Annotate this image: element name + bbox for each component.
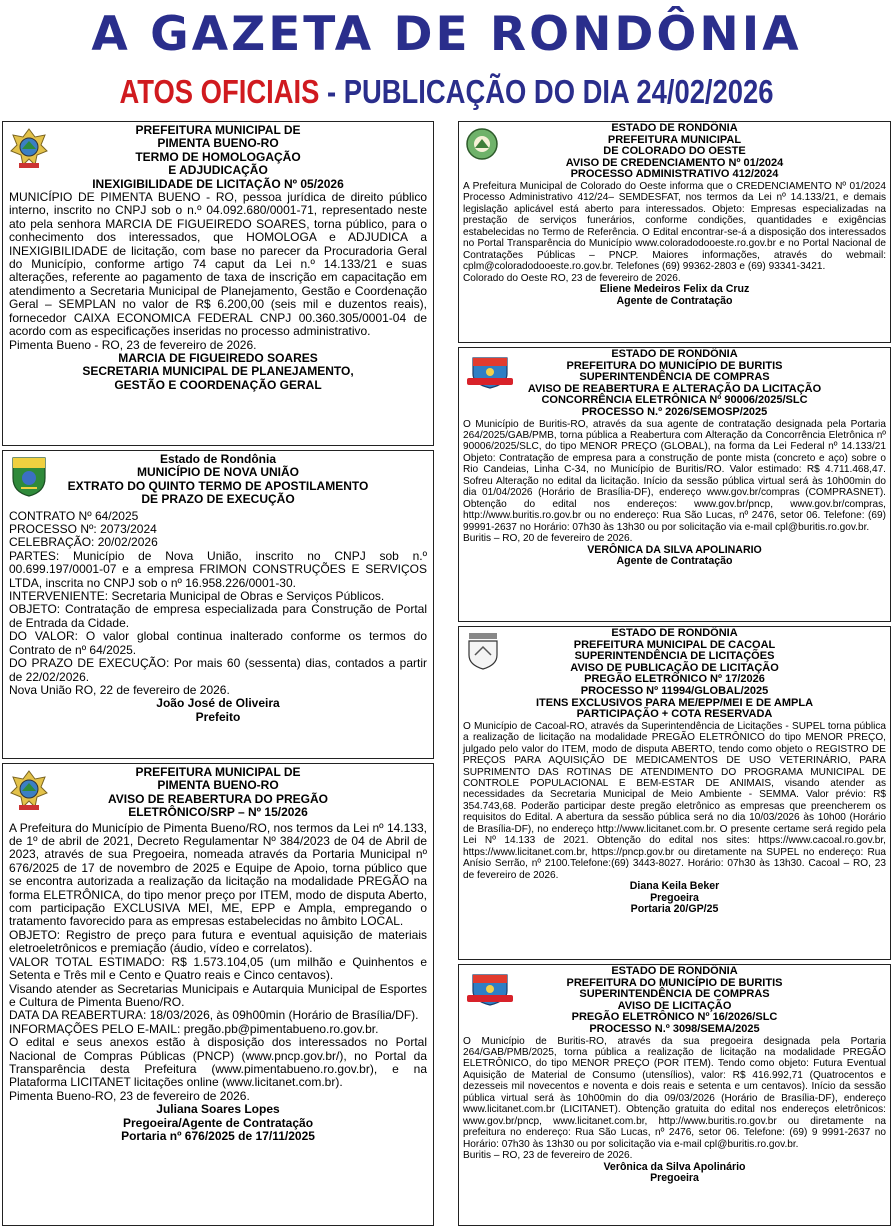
header-line: PREGÃO ELETRÔNICO Nº 16/2026/SLC	[571, 1011, 778, 1024]
pimenta-bueno-crest-icon	[9, 127, 49, 171]
header-line: PREFEITURA MUNICIPAL DE CACOAL	[573, 638, 776, 651]
body-paragraph: OBJETO: Contratação de empresa especializada para Construção de Portal de Entrada da Cidade.	[9, 602, 427, 630]
body-paragraph: INTERVENIENTE: Secretaria Municipal de Obras e Serviços Públicos.	[9, 589, 385, 604]
header-line: SUPERINTENDÊNCIA DE LICITAÇÕES	[574, 650, 775, 663]
body-paragraph: CELEBRAÇÃO: 20/02/2026	[9, 535, 158, 550]
header-line: DE COLORADO DO OESTE	[603, 145, 746, 158]
signature-line: VERÔNICA DA SILVA APOLINARIO	[587, 543, 762, 556]
masthead	[0, 0, 893, 118]
nova-uniao-crest-icon	[9, 454, 49, 498]
notice-header	[9, 766, 427, 820]
body-paragraph: VALOR TOTAL ESTIMADO: R$ 1.573.104,05 (um milhão e Quinhentos e Setenta e Três mil e Cento e Quatro reais e Cinco centavos).	[9, 954, 427, 983]
header-line: ITENS EXCLUSIVOS PARA ME/EPP/MEI E DE AMPLA	[535, 696, 814, 709]
body-paragraph: O Município de Cacoal-RO, através da Superintendência de Licitações - SUPEL torna pública a realização de licitação na modalidade PREGÃO ELETRÔNICO do tipo MENOR PREÇO, julgado pelo valor do ITEM, modo de disputa ABERTO, tendo como objeto o REGISTRO DE PREÇOS PARA AQUISIÇÃO DE MEDICAMENTOS DE USO VETERINÁRIO, PARA SUPRIMENTO DAS ROTINAS DE ATENDIMENTO DO PROGRAMA MUNICIPAL DE CONTROLE POPULACIONAL E BEM-ESTAR DE ANIMAIS, visando atender as necessidades da Secretaria Municipal de Meio Ambiente - SEMMA. Valor prévio: R$ 354.743,68. Poderão participar deste pregão eletrônico as empresas que preencherem os requisitos do Edital. A abertura da sessão pública será no dia 10/03/2026 às 10h00 (Horário de Brasília-DF), no endereço http://www.licitanet.com.br. O presente certame será regido pela Lei Nº 14.133 de 2021. Obtenção do edital nos sites: https://www.cacoal.ro.gov.br, https://www.licitanet.com.br, https://pncp.gov.br ou diretamente na SUPEL no endereço: Rua Anísio Serrão, nº 2100.Telefone:(69) 3443-8027. Horário: 07h30 às 13h30. Cacoal – RO, 23 de fevereiro de 2026.	[463, 720, 886, 881]
header-line: DE PRAZO DE EXECUÇÃO	[141, 492, 295, 507]
notice-body	[9, 191, 427, 352]
signature-line: Agente de Contratação	[616, 555, 733, 568]
header-line: PREFEITURA DO MUNICÍPIO DE BURITIS	[566, 976, 783, 989]
header-line: Estado de Rondônia	[159, 452, 276, 466]
buritis-crest-icon	[465, 352, 515, 392]
signature-line: Portaria nº 676/2025 de 17/11/2025	[121, 1128, 315, 1143]
header-line: PREFEITURA DO MUNICÍPIO DE BURITIS	[566, 359, 783, 372]
notice-body	[463, 419, 886, 545]
notice-buritis-reabertura	[458, 347, 891, 622]
header-line: PARTICIPAÇÃO + COTA RESERVADA	[576, 708, 773, 721]
subtitle-separator: -	[319, 73, 344, 110]
header-line: E ADJUDICAÇÃO	[168, 163, 268, 178]
notice-body	[463, 721, 886, 881]
header-line: CONCORRÊNCIA ELETRÔNICA Nº 90006/2025/SLC	[541, 394, 808, 407]
section-label: ATOS OFICIAIS	[119, 73, 320, 110]
signature-line: Agente de Contratação	[616, 294, 733, 307]
signature-line: Prefeito	[195, 709, 241, 724]
colorado-do-oeste-crest-icon	[465, 127, 499, 161]
notice-header	[463, 966, 886, 1036]
header-line: ESTADO DE RONDÔNIA	[611, 122, 738, 134]
header-line: SUPERINTENDÊNCIA DE COMPRAS	[579, 371, 770, 384]
notice-pimenta-bueno-pregao	[2, 763, 434, 1226]
signature-line: Eliene Medeiros Felix da Cruz	[599, 283, 750, 296]
body-paragraph: INFORMAÇÕES PELO E-MAIL: pregão.pb@pimentabueno.ro.gov.br.	[9, 1021, 379, 1036]
header-line: ESTADO DE RONDÔNIA	[611, 627, 738, 639]
signature-line: Diana Keila Beker	[629, 880, 720, 893]
signature-line: Pregoeira	[650, 891, 699, 904]
body-paragraph: Pimenta Bueno - RO, 23 de fevereiro de 2026.	[9, 337, 257, 352]
header-line: AVISO DE REABERTURA DO PREGÃO	[107, 791, 329, 806]
signature-line: Pregoeira	[650, 1172, 699, 1185]
notice-buritis-aviso-licitacao	[458, 964, 891, 1226]
body-paragraph: Visando atender as Secretarias Municipais e Autarquia Municipal de Esportes e Cultura de Pimenta Bueno/RO.	[9, 981, 427, 1009]
body-paragraph: O Município de Buritis-RO, através da sua agente de contratação designada pela Portaria 264/2025/GAB/PMB, torna pública a Reabertura com Alteração da Concorrência Eletrônica nº 90006/2025/SLC, do tipo MENOR PREÇO (GLOBAL), na forma da Lei Federal nº 14.133/21 Objeto: Contratação de empresa para a construção de ponte mista (concreto e aço) sobre o Rio Candeias, Linha C-34, no Município de Buritis/RO. Valor estimado: R$ 4.711.468,47. Sofreu Alteração no edital da licitação. Início da sessão pública virtual será às 10h00min do dia 01/04/2026 (Horário de Brasília-DF), endereço www.gov.br/compras (COMPRASNET). Obtenção do edital nos endereços: www.gov.br/pncp, www.gov.br/compras, http://www.buritis.ro.gov.br ou no endereço: Rua São Lucas, nº 2476, setor 06. Telefone: (69) 99991-2637 no Horário: 07h30 às 13h30 ou por solicitação via e-mail cpl@buritis.ro.gov.br.	[463, 418, 886, 533]
notice-signature	[463, 881, 886, 916]
header-line: AVISO DE CREDENCIAMENTO Nº 01/2024	[565, 156, 784, 169]
body-paragraph: Pimenta Bueno-RO, 23 de fevereiro de 2026.	[9, 1088, 250, 1103]
signature-line: SECRETARIA MUNICIPAL DE PLANEJAMENTO,	[82, 364, 354, 379]
publication-date: PUBLICAÇÃO DO DIA 24/02/2026	[343, 73, 774, 110]
header-line: EXTRATO DO QUINTO TERMO DE APOSTILAMENTO	[67, 478, 369, 493]
notice-header	[463, 123, 886, 181]
header-line: AVISO DE LICITAÇÃO	[617, 999, 732, 1012]
notice-header	[9, 124, 427, 191]
header-line: ESTADO DE RONDÔNIA	[611, 348, 738, 360]
body-paragraph: DATA DA REABERTURA: 18/03/2026, às 09h00min (Horário de Brasília/DF).	[9, 1008, 419, 1023]
body-paragraph: O edital e seus anexos estão à disposição dos interessados no Portal Nacional de Compras Públicas (PNCP) (www.pncp.gov.br/), no Portal da Transparência desta Prefeitura (www.pimentabueno.ro.gov.br), e na Plataforma LICITANET licitações online (www.licitanet.com.br).	[9, 1035, 427, 1090]
notice-body	[9, 822, 427, 1104]
header-line: PREGÃO ELETRÔNICO Nº 17/2026	[584, 673, 765, 686]
notice-signature	[9, 352, 427, 392]
body-paragraph: A Prefeitura Municipal de Colorado do Oeste informa que o CREDENCIAMENTO Nº 01/2024 Processo Administrativo 412/24– SEMDESFAT, nos termos da Lei nº 14.133/21, e demais legislação aplicável está aberto para interessados. Objeto: Empresas especializadas na prestação de serviços funerários, conforme condições, quantidades e exigências estabelecidas no Termo de Referência. O Edital encontrar-se-á a disposição dos interessados no Portal Transparência do Município www.coloradodooeste.ro.gov.br e no Portal Nacional de Contratações Públicas – PNCP. Maiores informações, através do webmail: cplm@coloradodooeste.ro.gov.br. Telefones (69) 99362-2803 e (69) 93341-3421.	[463, 180, 886, 273]
signature-line: Pregoeira/Agente de Contratação	[122, 1115, 314, 1130]
body-paragraph: DO VALOR: O valor global continua inalterado conforme os termos do Contrato de nº 64/2025.	[9, 629, 427, 657]
body-paragraph: A Prefeitura do Município de Pimenta Bueno/RO, nos termos da Lei nº 14.133, de 1º de abril de 2021, Decreto Regulamentar Nº 384/2023 de 04 de Abril de 2023, através de sua Pregoeira, nomeada através da Portaria Municipal nº 676/2025 de 17 de novembro de 2025 e Equipe de Apoio, torna público que se encontra autorizada a realização da licitação na modalidade PREGÃO na forma ELETRÔNICA, do tipo menor preço por ITEM, modo de disputa Aberto, com participação EXCLUSIVA MEI, ME, EPP e Ampla, empregando o tratamento favorecido para as empresas estabelecidas no âmbito LOCAL.	[9, 820, 427, 929]
header-line: SUPERINTENDÊNCIA DE COMPRAS	[579, 988, 770, 1001]
body-paragraph: Buritis – RO, 20 de fevereiro de 2026.	[463, 533, 633, 545]
signature-line: João José de Oliveira	[156, 696, 280, 711]
body-paragraph: CONTRATO Nº 64/2025	[9, 508, 139, 523]
notice-signature	[9, 697, 427, 724]
signature-line: GESTÃO E COORDENAÇÃO GERAL	[114, 377, 322, 392]
signature-line: Portaria 20/GP/25	[630, 903, 719, 916]
body-paragraph: Nova União RO, 22 de fevereiro de 2026.	[9, 682, 230, 697]
body-paragraph: Colorado do Oeste RO, 23 de fevereiro de 2026.	[463, 272, 681, 284]
body-paragraph: PROCESSO Nº: 2073/2024	[9, 522, 157, 537]
signature-line: MARCIA DE FIGUEIREDO SOARES	[118, 350, 318, 365]
notice-body	[9, 510, 427, 698]
header-line: PREFEITURA MUNICIPAL DE	[135, 765, 301, 779]
body-paragraph: MUNICÍPIO DE PIMENTA BUENO - RO, pessoa jurídica de direito público interno, inscrito no CNPJ sob o n.º 04.092.680/0001-71, representado neste ato pela senhora MARCIA DE FIGUEIREDO SOARES, torna público, para o conhecimento dos interessados, que HOMOLOGA e ADJUDICA a INEXIGIBILIDADE de licitação, com base no parecer da Procuradoria Geral do Município, conforme artigo 74 caput da Lei n.º 14.133/21 e suas alterações, referente ao pagamento de taxa de inscrição em capacitação em atendimento a Secretaria Municipal de Planejamento, Gestão e Coordenação Geral – SEMPLAN no valor de R$ 6.200,00 (seis mil e duzentos reais), fornecedor CAIXA ECONOMICA FEDERAL CNPJ 00.360.305/0001-04 de acordo com as especificações inseridas no processo administrativo.	[9, 190, 427, 339]
newspaper-title: A GAZETA DE RONDÔNIA	[91, 7, 802, 62]
body-paragraph: O Município de Buritis-RO, através da sua pregoeira designada pela Portaria 264/GAB/PMB/2025, torna pública a realização de licitação na modalidade PREGÃO ELETRÔNICO, do tipo MENOR PREÇO (POR ITEM). Tendo como objeto: Futura Eventual Aquisição de Material de Consumo (utensílios), valor: R$ 416.992,71 (Quatrocentos e dezesseis mil novecentos e noventa e dois reais e setenta e um centavos). Início da sessão pública virtual será às 10h00min do dia 09/03/2026 (Horário de Brasília-DF), endereço www.licitanet.com.br (LICITANET). Obtenção gratuita do edital nos endereços eletrônicos: www.gov.br/pncp, www.licitanet.com.br, http://www.buritis.ro.gov.br ou diretamente na prefeitura no endereço: Rua São Lucas, nº 2476, setor 06. Telefone: (69) 9 9991-2637 no Horário: 07h30 às 13h30 ou por solicitação via e-mail cpl@buritis.ro.gov.br.	[463, 1035, 886, 1150]
header-line: ESTADO DE RONDÔNIA	[611, 965, 738, 977]
notice-body	[463, 181, 886, 284]
header-line: TERMO DE HOMOLOGAÇÃO	[135, 149, 301, 164]
header-line: PROCESSO N.º 2026/SEMOSP/2025	[581, 405, 768, 418]
publication-subtitle	[76, 70, 817, 114]
notice-header	[9, 453, 427, 507]
header-line: MUNICÍPIO DE NOVA UNIÃO	[136, 465, 299, 480]
header-line: PROCESSO N.º 3098/SEMA/2025	[589, 1022, 760, 1035]
notice-nova-uniao-apostilamento	[2, 450, 434, 759]
notice-header	[463, 628, 886, 721]
header-line: AVISO DE REABERTURA E ALTERAÇÃO DA LICITAÇÃO	[527, 382, 822, 395]
notice-colorado-credenciamento	[458, 121, 891, 343]
notice-header	[463, 349, 886, 419]
signature-line: Juliana Soares Lopes	[156, 1102, 280, 1117]
notice-signature	[463, 1162, 886, 1185]
buritis-crest-icon	[465, 969, 515, 1009]
header-line: AVISO DE PUBLICAÇÃO DE LICITAÇÃO	[570, 661, 779, 674]
cacoal-crest-icon	[465, 631, 501, 671]
pimenta-bueno-crest-icon	[9, 769, 49, 813]
body-paragraph: Buritis – RO, 23 de fevereiro de 2026.	[463, 1150, 633, 1162]
header-line: PROCESSO Nº 11994/GLOBAL/2025	[580, 684, 769, 697]
header-line: PIMENTA BUENO-RO	[157, 136, 279, 151]
body-paragraph: PARTES: Município de Nova União, inscrito no CNPJ sob n.º 00.699.197/0001-07 e a empresa FRIMON CONSTRUÇÕES E SERVIÇOS LTDA, inscrita no CNPJ sob o nº 16.958.226/0001-30.	[9, 548, 427, 590]
header-line: PROCESSO ADMINISTRATIVO 412/2024	[570, 168, 779, 181]
notice-signature	[463, 545, 886, 568]
header-line: ELETRÔNICO/SRP – Nº 15/2026	[128, 805, 308, 820]
header-line: INEXIGIBILIDADE DE LICITAÇÃO Nº 05/2026	[92, 176, 344, 191]
body-paragraph: OBJETO: Registro de preço para futura e eventual aquisição de materiais eletroeletrônicos e premiação (áudio, vídeo e correlatos).	[9, 927, 427, 956]
header-line: PIMENTA BUENO-RO	[157, 778, 279, 793]
notice-body	[463, 1036, 886, 1162]
notice-pimenta-bueno-homologacao	[2, 121, 434, 446]
notice-cacoal-pregao	[458, 626, 891, 960]
signature-line: Verônica da Silva Apolinário	[603, 1160, 746, 1173]
header-line: PREFEITURA MUNICIPAL	[607, 133, 742, 146]
notice-signature	[463, 284, 886, 307]
notice-signature	[9, 1103, 427, 1143]
body-paragraph: DO PRAZO DE EXECUÇÃO: Por mais 60 (sessenta) dias, contados a partir de 22/02/2026.	[9, 656, 427, 684]
header-line: PREFEITURA MUNICIPAL DE	[135, 123, 301, 137]
